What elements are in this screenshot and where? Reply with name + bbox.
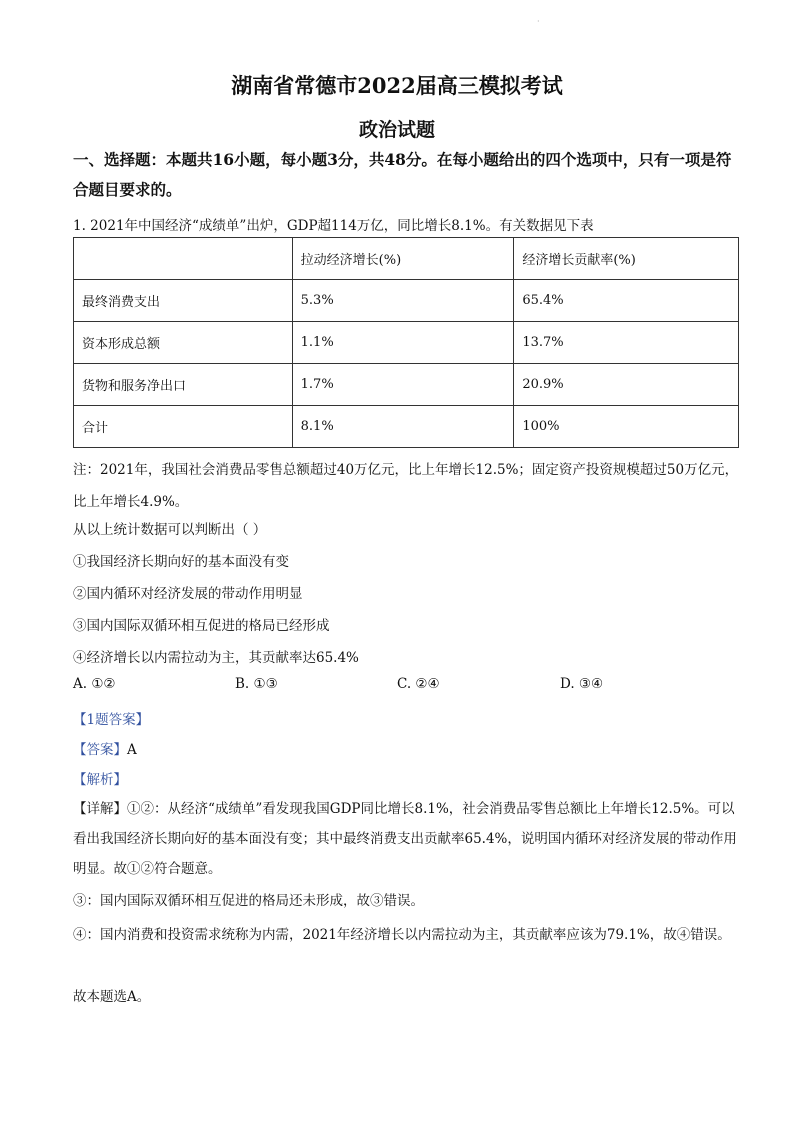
- exam-subtitle: 政治试题: [358, 119, 435, 141]
- table-cell: 100%: [514, 406, 739, 448]
- answer-line: [73, 738, 137, 758]
- table-header-cell: [74, 238, 293, 280]
- question-prompt: 从以上统计数据可以判断出（ ）: [73, 522, 267, 538]
- table-cell: 1.1%: [292, 322, 514, 364]
- question-stem: 1. 2021年中国经济“成绩单”出炉，GDP超114万亿，同比增长8.1%。有关数据见下表: [73, 218, 594, 234]
- table-cell: 合计: [74, 406, 293, 448]
- table-header-cell: 经济增长贡献率(%): [514, 238, 739, 280]
- statement-item: ④经济增长以内需拉动为主，其贡献率达65.4%: [73, 650, 359, 666]
- table-row: [74, 322, 739, 364]
- option-b: B. ①③: [235, 676, 278, 692]
- table-header-row: [74, 238, 739, 280]
- answer-section-tag: 【1题答案】: [73, 712, 150, 728]
- table-cell: 20.9%: [514, 364, 739, 406]
- option-c: C. ②④: [397, 676, 440, 692]
- conclusion: 故本题选A。: [73, 989, 151, 1005]
- table-cell: 8.1%: [292, 406, 514, 448]
- table-cell: 65.4%: [514, 280, 739, 322]
- statement-item: ②国内循环对经济发展的带动作用明显: [73, 586, 303, 602]
- answer-value: A: [127, 742, 137, 758]
- option-d: D. ③④: [560, 676, 604, 692]
- table-cell: 13.7%: [514, 322, 739, 364]
- header-mark: ·: [537, 17, 540, 26]
- table-cell: 资本形成总额: [74, 322, 293, 364]
- table-cell: 5.3%: [292, 280, 514, 322]
- detail-text: ①②：从经济“成绩单”看发现我国GDP同比增长8.1%，社会消费品零售总额比上年增长12.5%。可以看出我国经济长期向好的基本面没有变；其中最终消费支出贡献率65.4%，说明国内循环对经济发展的带动作用明显。故①②符合题意。: [73, 801, 737, 877]
- data-table: [73, 237, 739, 448]
- table-cell: 1.7%: [292, 364, 514, 406]
- detail-paragraph-3: ④：国内消费和投资需求统称为内需，2021年经济增长以内需拉动为主，其贡献率应该为79.1%，故④错误。: [73, 927, 731, 943]
- detail-paragraph-1: [73, 794, 741, 884]
- answer-tag: 【答案】: [73, 742, 127, 758]
- table-header-cell: 拉动经济增长(%): [292, 238, 514, 280]
- table-row: [74, 406, 739, 448]
- detail-paragraph-2: ③：国内国际双循环相互促进的格局还未形成，故③错误。: [73, 893, 424, 909]
- analysis-tag: 【解析】: [73, 772, 127, 788]
- table-row: [74, 280, 739, 322]
- table-note: 注：2021年，我国社会消费品零售总额超过40万亿元，比上年增长12.5%；固定资产投资规模超过50万亿元，比上年增长4.9%。: [73, 462, 739, 510]
- statement-item: ①我国经济长期向好的基本面没有变: [73, 554, 289, 570]
- exam-title: 湖南省常德市2022届高三模拟考试: [231, 73, 563, 98]
- detail-tag: 【详解】: [73, 801, 127, 817]
- section-heading: 一、选择题：本题共16小题，每小题3分，共48分。在每小题给出的四个选项中，只有一项是符合题目要求的。: [73, 150, 732, 199]
- table-row: [74, 364, 739, 406]
- table-cell: 货物和服务净出口: [74, 364, 293, 406]
- option-a: A. ①②: [73, 676, 116, 692]
- statement-item: ③国内国际双循环相互促进的格局已经形成: [73, 618, 330, 634]
- table-cell: 最终消费支出: [74, 280, 293, 322]
